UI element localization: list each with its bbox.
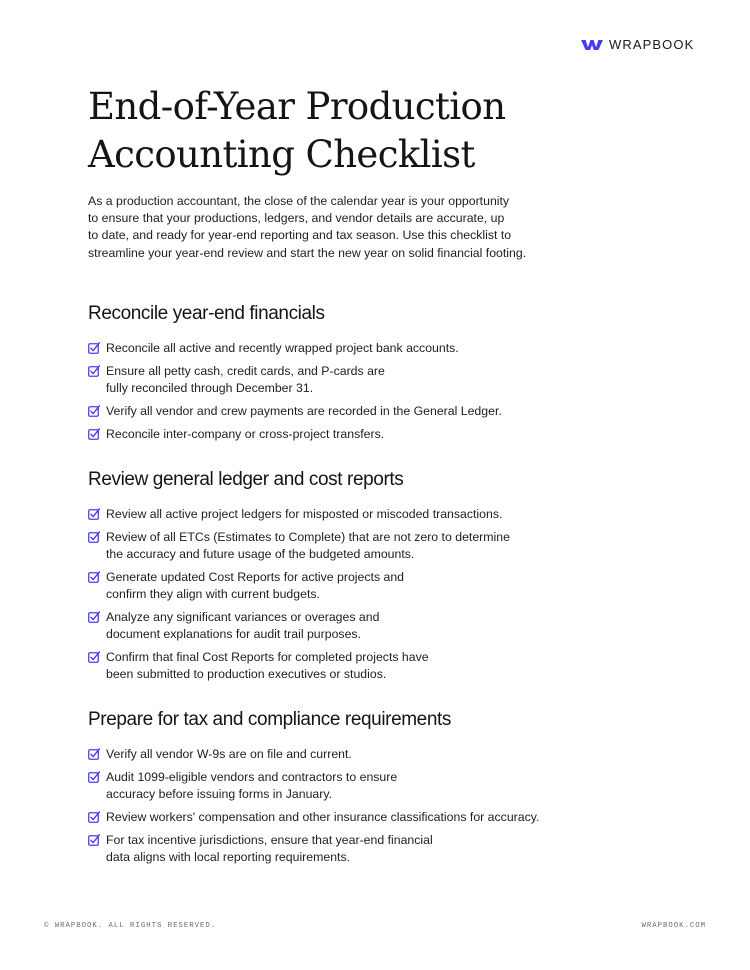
checklist-item [88,649,708,683]
checklist-item-text [106,609,379,643]
checklist-item-line: Reconcile all active and recently wrapped project bank accounts. [106,341,459,355]
checklist-item-text [106,403,502,420]
checkbox-checked-icon [88,531,100,543]
checklist-item [88,529,708,563]
checklist-item-text [106,832,433,866]
checklist-item-text [106,649,429,683]
checklist-item [88,340,708,357]
checklist-item-text [106,506,502,523]
checklist-item-text [106,746,352,763]
section-heading: Review general ledger and cost reports [88,469,404,490]
section-heading: Reconcile year-end financials [88,303,325,324]
intro-line: streamline your year-end review and start the new year on solid financial footing. [88,245,527,260]
checklist-item-line: Generate updated Cost Reports for active projects and [106,570,405,584]
checkbox-checked-icon [88,571,100,583]
checklist-item-line: Review workers' compensation and other insurance classifications for accuracy. [106,810,540,824]
checklist-item-text [106,340,459,357]
checklist-item-line: For tax incentive jurisdictions, ensure that year-end financial [106,833,433,847]
checklist-item-line: Confirm that final Cost Reports for completed projects have [106,650,429,664]
checklist-item-line: Audit 1099-eligible vendors and contractors to ensure [106,770,398,784]
title-line: Accounting Checklist [88,133,475,176]
checklist-item [88,809,708,826]
checklist-item-text [106,363,385,397]
checklist-item-line: Review of all ETCs (Estimates to Complete) that are not zero to determine [106,530,510,544]
checklist-item [88,426,708,443]
checklist-item-line: the accuracy and future usage of the budgeted amounts. [106,547,415,561]
checklist-item-line: data aligns with local reporting requirements. [106,850,351,864]
title-line: End-of-Year Production [88,85,506,128]
intro-paragraph [88,193,558,262]
section-tax-compliance [88,708,708,872]
brand-name: WRAPBOOK [609,37,695,52]
footer-copyright: © WRAPBOOK. ALL RIGHTS RESERVED. [44,922,217,930]
checklist-item-text [106,426,384,443]
checkbox-checked-icon [88,365,100,377]
section-reconcile [88,302,708,449]
checkbox-checked-icon [88,611,100,623]
checklist-item-line: Verify all vendor W-9s are on file and current. [106,747,352,761]
checkbox-checked-icon [88,405,100,417]
intro-line: As a production accountant, the close of the calendar year is your opportunity [88,194,510,208]
checklist-item-text [106,569,404,603]
checklist-item-line: confirm they align with current budgets. [106,587,320,601]
checklist-item [88,363,708,397]
checklist-item-line: accuracy before issuing forms in January. [106,787,332,801]
checklist-item [88,832,708,866]
checklist-item-line: Verify all vendor and crew payments are recorded in the General Ledger. [106,404,502,418]
checklist-item-line: been submitted to production executives or studios. [106,667,387,681]
page-title [88,83,688,179]
checklist-item [88,609,708,643]
checkbox-checked-icon [88,811,100,823]
intro-line: to ensure that your productions, ledgers, and vendor details are accurate, up [88,211,505,226]
section-heading: Prepare for tax and compliance requirements [88,709,451,730]
wrapbook-logo-icon [581,39,603,51]
checklist-item-line: Ensure all petty cash, credit cards, and P-cards are [106,364,385,378]
checkbox-checked-icon [88,651,100,663]
checkbox-checked-icon [88,834,100,846]
footer-website: WRAPBOOK.COM [641,922,706,930]
checklist-item-line: document explanations for audit trail purposes. [106,627,361,641]
checkbox-checked-icon [88,771,100,783]
section-review-ledger [88,468,708,689]
checklist-item-line: Analyze any significant variances or overages and [106,610,380,624]
checklist-item [88,403,708,420]
checklist-item-line: Review all active project ledgers for misposted or miscoded transactions. [106,507,503,521]
checklist-item-text [106,529,510,563]
checkbox-checked-icon [88,342,100,354]
checklist-item [88,769,708,803]
checklist-item-text [106,809,539,826]
checkbox-checked-icon [88,428,100,440]
checkbox-checked-icon [88,508,100,520]
wrapbook-logo [581,37,694,52]
checklist-item-line: Reconcile inter-company or cross-project transfers. [106,427,385,441]
checklist-item-text [106,769,397,803]
checklist-item-line: fully reconciled through December 31. [106,381,314,395]
checklist-item [88,746,708,763]
checklist-item [88,506,708,523]
checklist-item [88,569,708,603]
intro-line: to date, and ready for year-end reporting and tax season. Use this checklist to [88,228,512,243]
checkbox-checked-icon [88,748,100,760]
